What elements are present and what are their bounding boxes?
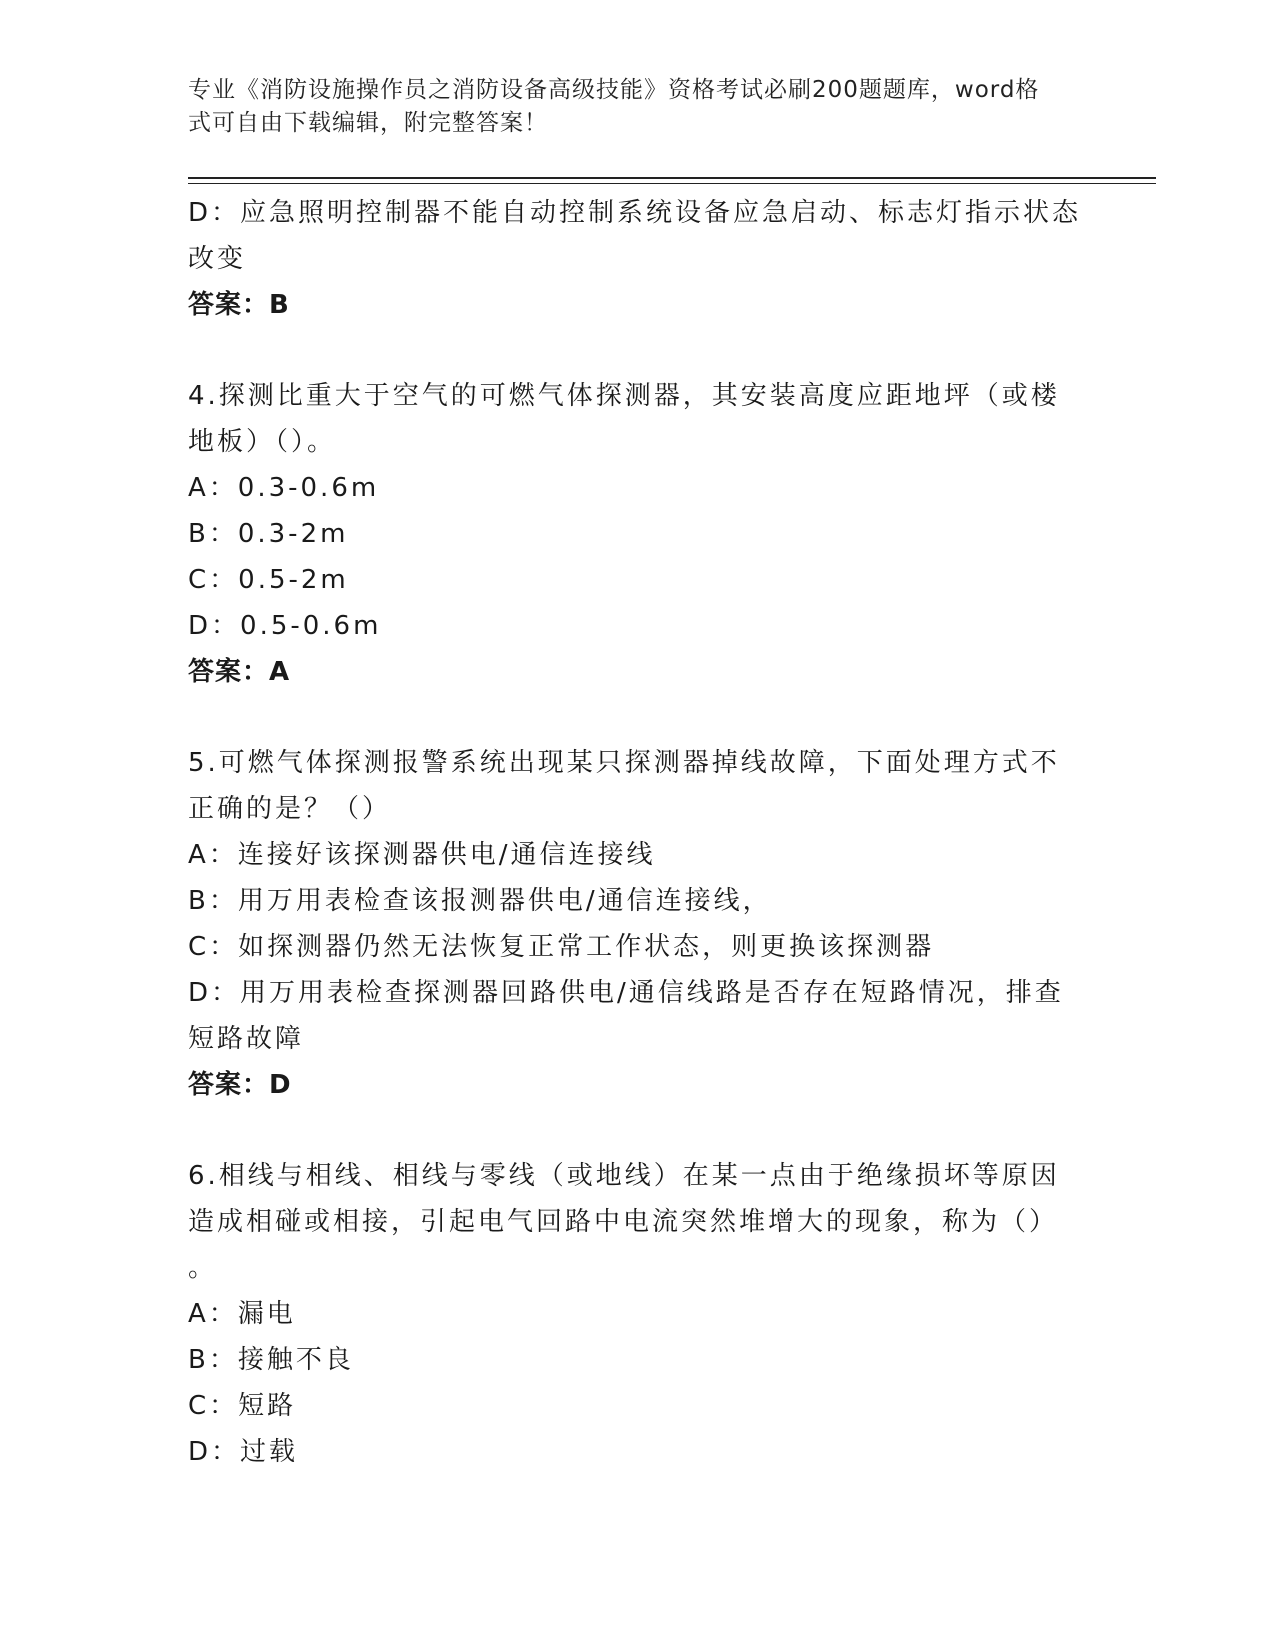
q5-option-a: A：连接好该探测器供电/通信连接线 <box>188 840 656 870</box>
q4-stem-line-2: 地板）（）。 <box>188 427 337 457</box>
question-content <box>188 190 1088 1475</box>
q5-option-b: B：用万用表检查该报测器供电/通信连接线， <box>188 886 772 916</box>
question-6 <box>188 1153 1088 1475</box>
q5-option-d-line-1: D：用万用表检查探测器回路供电/通信线路是否存在短路情况，排查 <box>188 978 1064 1008</box>
question-3-tail <box>188 190 1088 328</box>
q3-option-d-line-2: 改变 <box>188 244 247 274</box>
q6-stem-line-3: 。 <box>188 1253 218 1283</box>
q3-answer: 答案：B <box>188 290 290 320</box>
q5-stem-line-2: 正确的是？（） <box>188 794 392 824</box>
q5-stem-line-1: 5.可燃气体探测报警系统出现某只探测器掉线故障，下面处理方式不 <box>188 748 1060 778</box>
q4-option-c: C：0.5-2m <box>188 565 349 595</box>
q5-answer: 答案：D <box>188 1070 292 1100</box>
q3-option-d-line-1: D：应急照明控制器不能自动控制系统设备应急启动、标志灯指示状态 <box>188 198 1082 228</box>
q6-stem-line-1: 6.相线与相线、相线与零线（或地线）在某一点由于绝缘损坏等原因 <box>188 1161 1060 1191</box>
q4-stem-line-1: 4.探测比重大于空气的可燃气体探测器，其安装高度应距地坪（或楼 <box>188 381 1060 411</box>
q4-option-b: B：0.3-2m <box>188 519 349 549</box>
document-header <box>188 74 1068 140</box>
q6-option-d: D：过载 <box>188 1437 299 1467</box>
question-5 <box>188 740 1088 1108</box>
q6-option-a: A：漏电 <box>188 1299 296 1329</box>
q5-option-c: C：如探测器仍然无法恢复正常工作状态，则更换该探测器 <box>188 932 935 962</box>
q6-option-b: B：接触不良 <box>188 1345 354 1375</box>
q4-option-a: A：0.3-0.6m <box>188 473 380 503</box>
q5-option-d-line-2: 短路故障 <box>188 1024 305 1054</box>
q4-option-d: D：0.5-0.6m <box>188 611 382 641</box>
header-line-1: 专业《消防设施操作员之消防设备高级技能》资格考试必刷200题题库，word格 <box>188 77 1040 103</box>
header-divider-top <box>188 177 1156 179</box>
header-divider-bottom <box>188 183 1156 184</box>
q6-option-c: C：短路 <box>188 1391 297 1421</box>
question-4 <box>188 373 1088 695</box>
header-line-2: 式可自由下载编辑，附完整答案！ <box>188 110 548 136</box>
q4-answer: 答案：A <box>188 657 291 687</box>
q6-stem-line-2: 造成相碰或相接，引起电气回路中电流突然堆增大的现象，称为（） <box>188 1207 1059 1237</box>
